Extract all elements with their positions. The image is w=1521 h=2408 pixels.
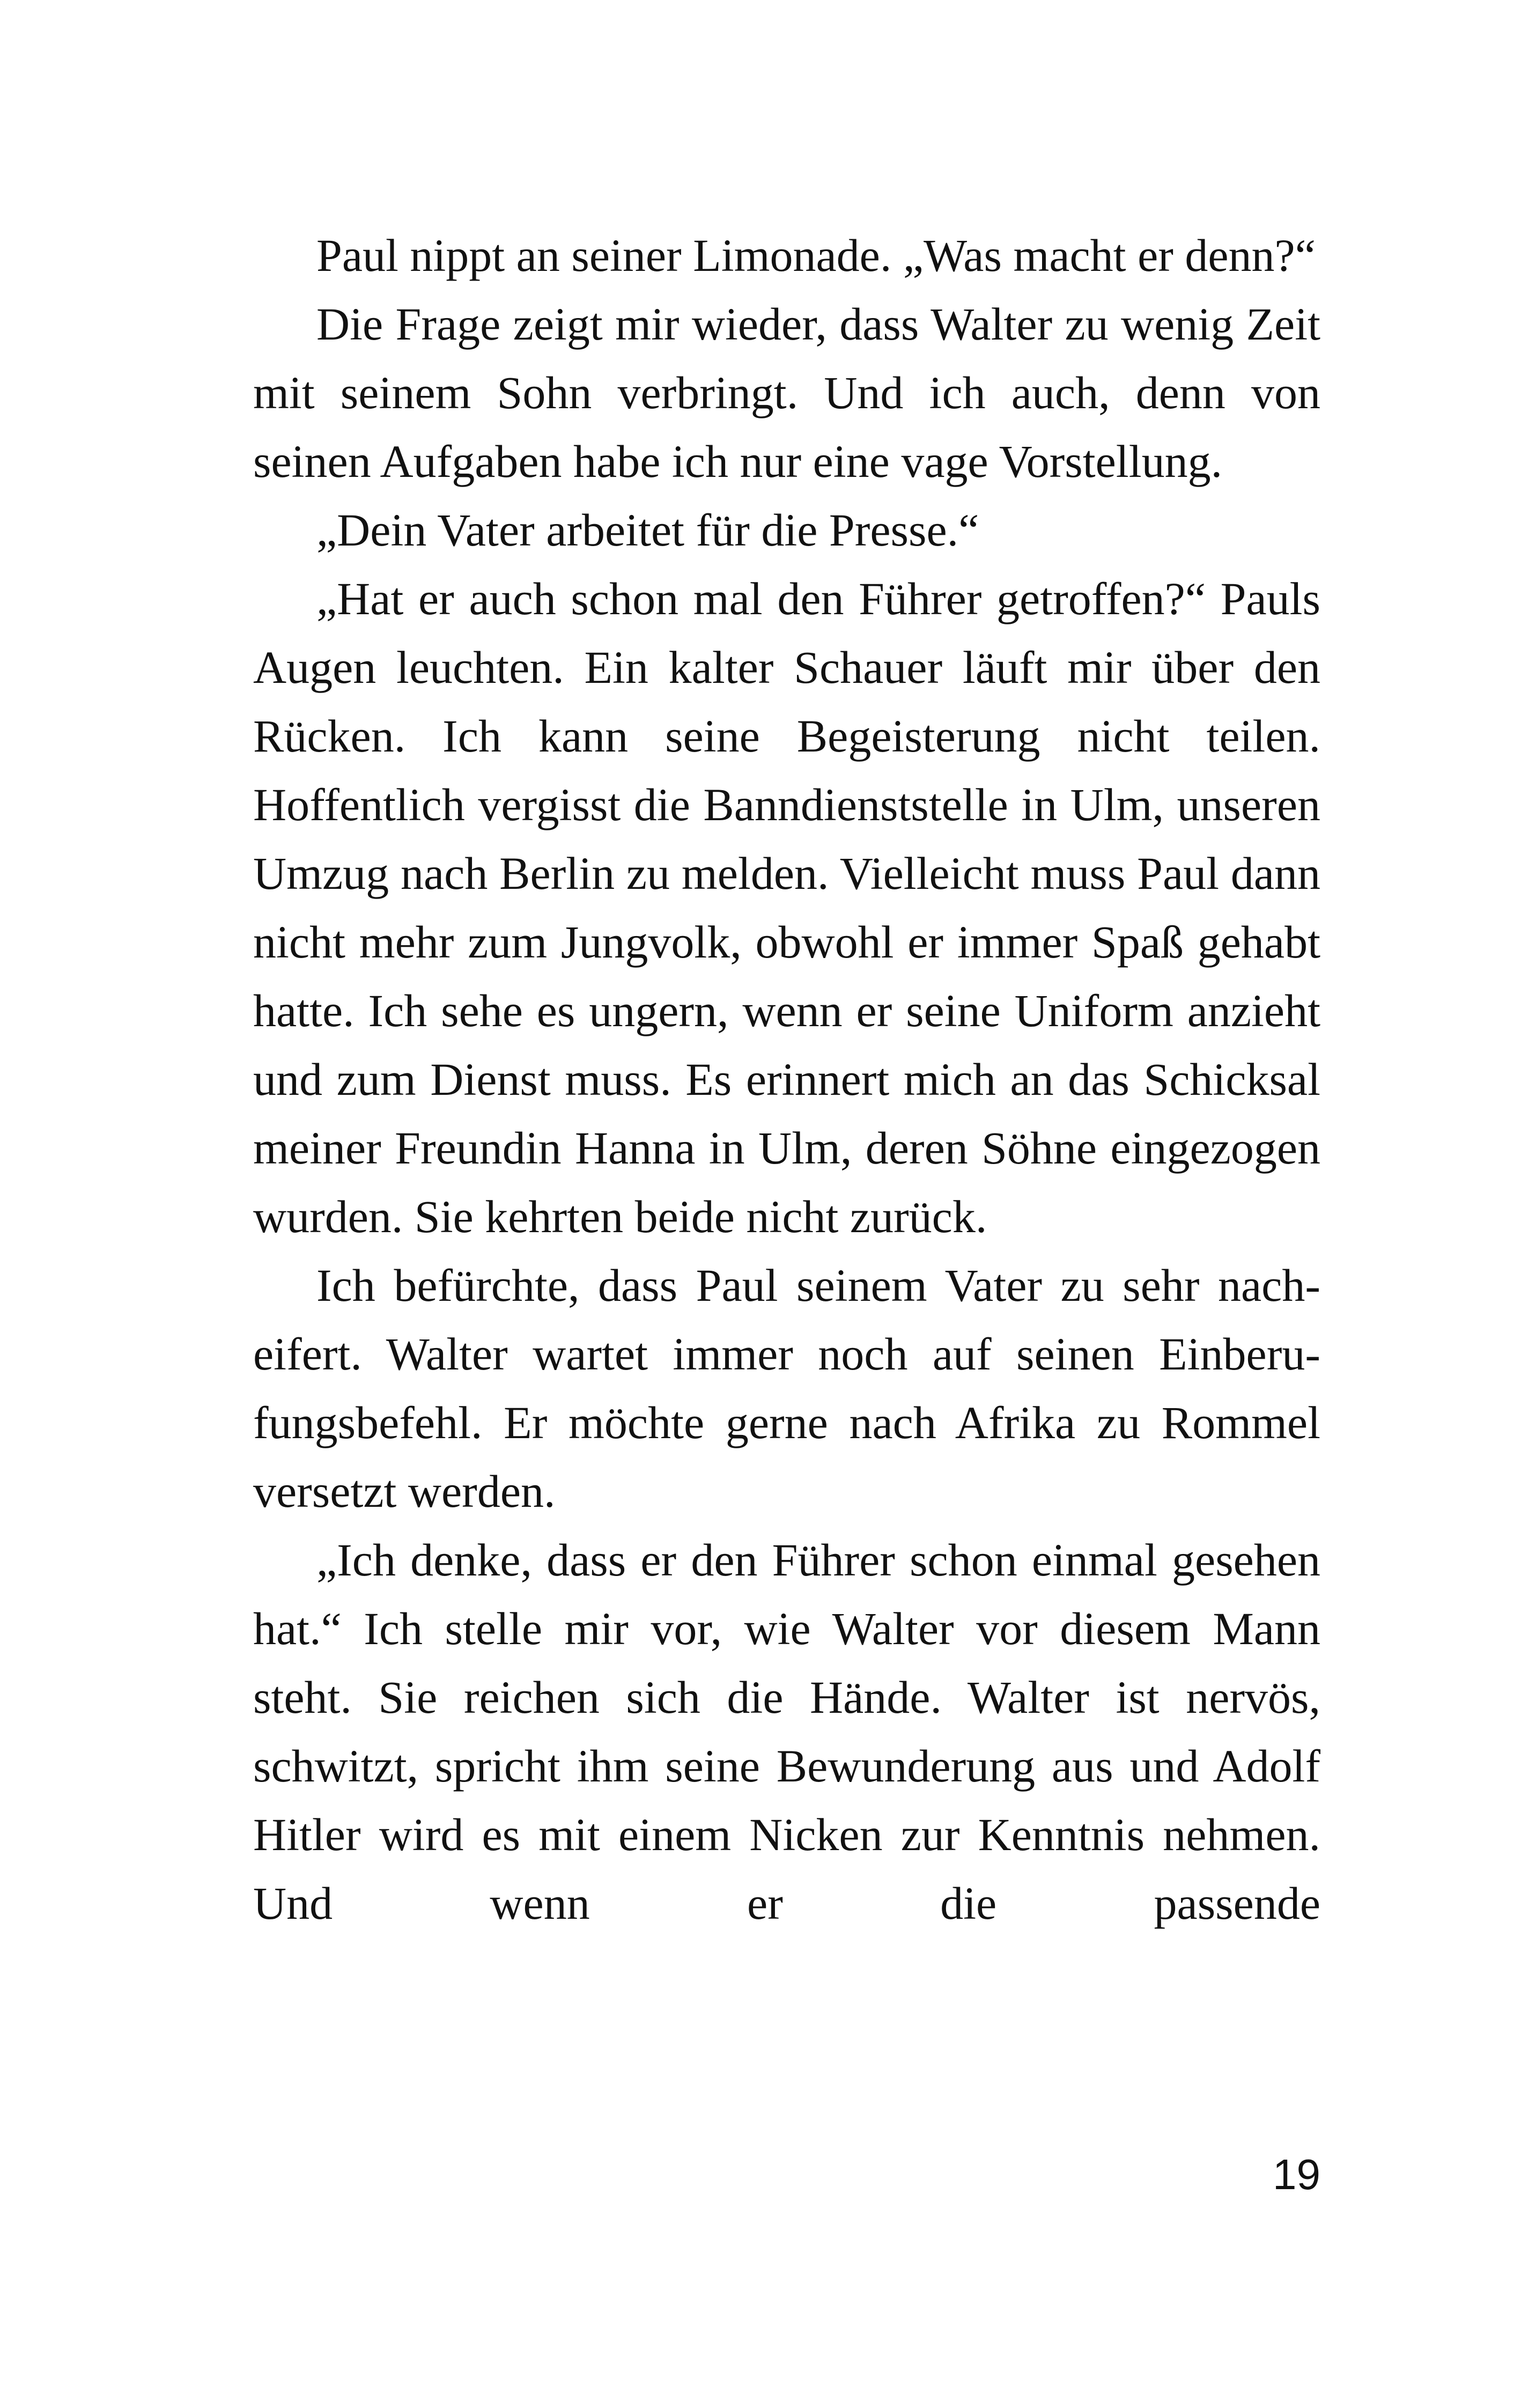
page-number: 19 — [1273, 2151, 1320, 2198]
paragraph-5: Ich befürchte, dass Paul seinem Vater zu sehr nacheifert. Walter wartet immer noch auf seinen Einberufungsbefehl. Er möchte gerne nach Afrika zu Rommel versetzt werden. — [253, 1260, 1320, 1517]
body-text — [253, 221, 1320, 1938]
paragraph-6: „Ich denke, dass er den Führer schon einmal gesehen hat.“ Ich stelle mir vor, wie Walter vor diesem Mann steht. Sie reichen sich die Hände. Walter ist nervös, schwitzt, spricht ihm seine Bewunderung aus und Adolf Hitler wird es mit einem Nicken zur Kenntnis nehmen. Und wenn er die passende — [253, 1534, 1320, 1929]
paragraph-2: Die Frage zeigt mir wieder, dass Walter zu wenig Zeit mit seinem Sohn verbringt. Und ich auch, denn von seinen Aufgaben habe ich nur eine vage Vorstellung. — [253, 298, 1320, 487]
paragraph-1: Paul nippt an seiner Limonade. „Was macht er denn?“ — [316, 230, 1316, 281]
paragraph-4: „Hat er auch schon mal den Führer getroffen?“ Pauls Augen leuchten. Ein kalter Schauer läuft mir über den Rücken. Ich kann seine Begeisterung nicht teilen. Hoffentlich vergisst die Banndienststelle in Ulm, unseren Umzug nach Berlin zu melden. Vielleicht muss Paul dann nicht mehr zum Jungvolk, obwohl er immer Spaß gehabt hatte. Ich sehe es ungern, wenn er seine Uniform anzieht und zum Dienst muss. Es erinnert mich an das Schicksal meiner Freundin Hanna in Ulm, deren Söhne eingezogen wurden. Sie kehrten beide nicht zurück. — [253, 573, 1320, 1242]
paragraph-3: „Dein Vater arbeitet für die Presse.“ — [316, 504, 979, 556]
